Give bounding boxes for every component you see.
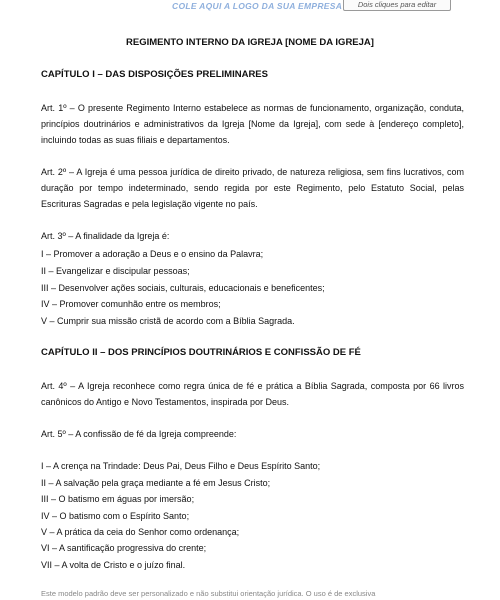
article-5-item-1: I – A crença na Trindade: Deus Pai, Deus Filho e Deus Espírito Santo; [41, 461, 321, 471]
article-3-intro: Art. 3º – A finalidade da Igreja é: [41, 231, 170, 241]
logo-placeholder[interactable]: COLE AQUI A LOGO DA SUA EMPRESA [172, 1, 343, 11]
article-3-item-4: IV – Promover comunhão entre os membros; [41, 299, 221, 309]
article-1: Art. 1º – O presente Regimento Interno estabelece as normas de funcionamento, organização, conduta, princípios doutrinários e administrativos da Igreja [Nome da Igreja], com sede à [endereço completo], incluindo todas as suas filiais e departamentos. [41, 103, 464, 145]
footer-disclaimer: Este modelo padrão deve ser personalizado e não substitui orientação jurídica. O uso é de exclusiva [41, 589, 376, 598]
article-3-item-5: V – Cumprir sua missão cristã de acordo com a Bíblia Sagrada. [41, 316, 295, 326]
article-5-item-7: VII – A volta de Cristo e o juízo final. [41, 560, 186, 570]
article-2: Art. 2º – A Igreja é uma pessoa jurídica de direito privado, de natureza religiosa, sem fins lucrativos, com duração por tempo indeterminado, sendo regida por este Regimento, pelo Estatuto Social, pelas Escrituras Sagradas e pela legislação vigente no país. [41, 167, 464, 209]
header-bar [0, 0, 500, 14]
chapter-1-heading: CAPÍTULO I – DAS DISPOSIÇÕES PRELIMINARES [41, 69, 268, 80]
edit-header-button[interactable]: Dois cliques para editar [343, 0, 451, 11]
article-5-item-6: VI – A santificação progressiva do crente; [41, 543, 207, 553]
document-title: REGIMENTO INTERNO DA IGREJA [NOME DA IGREJA] [126, 37, 374, 48]
article-5-item-5: V – A prática da ceia do Senhor como ordenança; [41, 527, 240, 537]
article-5-item-3: III – O batismo em águas por imersão; [41, 494, 195, 504]
article-5-intro: Art. 5º – A confissão de fé da Igreja compreende: [41, 429, 237, 439]
article-5-item-2: II – A salvação pela graça mediante a fé em Jesus Cristo; [41, 478, 271, 488]
article-5-item-4: IV – O batismo com o Espírito Santo; [41, 511, 190, 521]
article-3-item-1: I – Promover a adoração a Deus e o ensino da Palavra; [41, 249, 264, 259]
chapter-2-heading: CAPÍTULO II – DOS PRINCÍPIOS DOUTRINÁRIOS E CONFISSÃO DE FÉ [41, 347, 361, 358]
article-3-item-3: III – Desenvolver ações sociais, culturais, educacionais e beneficentes; [41, 283, 325, 293]
article-4: Art. 4º – A Igreja reconhece como regra única de fé e prática a Bíblia Sagrada, composta por 66 livros canônicos do Antigo e Novo Testamentos, inspirada por Deus. [41, 381, 464, 407]
article-3-item-2: II – Evangelizar e discipular pessoas; [41, 266, 190, 276]
